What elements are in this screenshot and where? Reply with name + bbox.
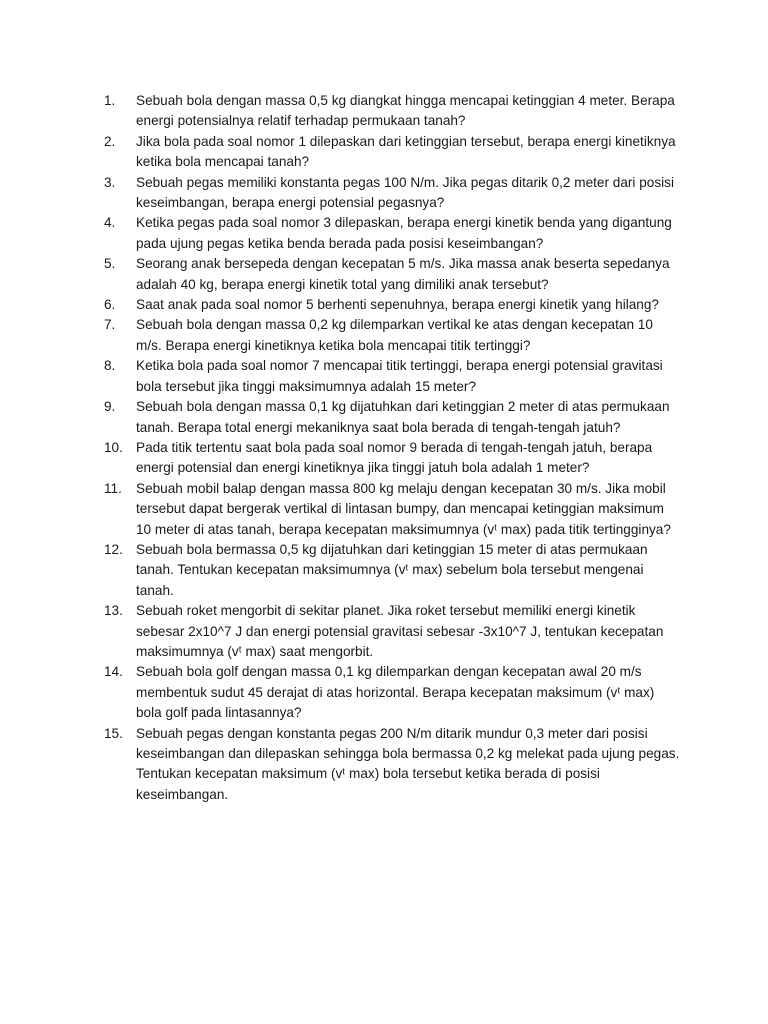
question-number: 10.: [104, 439, 123, 455]
question-text: Ketika pegas pada soal nomor 3 dilepaskan, berapa energi kinetik benda yang digantung pada ujung pegas ketika benda berada pada posisi keseimbangan?: [136, 215, 672, 251]
question-item: [104, 397, 680, 438]
question-item: [104, 540, 680, 601]
question-number: 15.: [104, 725, 123, 741]
question-number: 9.: [104, 399, 116, 415]
question-item: [104, 601, 680, 662]
question-item: [104, 91, 680, 132]
question-item: [104, 132, 680, 173]
question-item: [104, 724, 680, 806]
question-item: [104, 479, 680, 540]
question-text: Ketika bola pada soal nomor 7 mencapai titik tertinggi, berapa energi potensial gravitasi bola tersebut jika tinggi maksimumnya adalah 15 meter?: [136, 358, 663, 394]
question-number: 2.: [104, 133, 116, 149]
question-number: 8.: [104, 358, 116, 374]
question-item: [104, 254, 680, 295]
question-number: 4.: [104, 215, 116, 231]
question-text: Jika bola pada soal nomor 1 dilepaskan dari ketinggian tersebut, berapa energi kinetiknya ketika bola mencapai tanah?: [136, 133, 676, 170]
question-number: 6.: [104, 297, 116, 313]
question-number: 5.: [104, 256, 116, 272]
question-item: [104, 213, 680, 254]
question-text: Sebuah bola dengan massa 0,5 kg diangkat hingga mencapai ketinggian 4 meter. Berapa energi potensialnya relatif terhadap permukaan tanah?: [136, 93, 675, 129]
question-text: Sebuah mobil balap dengan massa 800 kg melaju dengan kecepatan 30 m/s. Jika mobil tersebut dapat bergerak vertikal di lintasan bumpy, dan mencapai ketinggian maksimum 10 meter di atas tanah, berapa kecepatan maksimumnya (vᵗ max) pada titik tertingginya?: [136, 480, 671, 537]
question-text: Sebuah roket mengorbit di sekitar planet. Jika roket tersebut memiliki energi kinetik sebesar 2x10^7 J dan energi potensial gravitasi sebesar -3x10^7 J, tentukan kecepatan maksimumnya (vᵗ max) saat mengorbit.: [136, 603, 664, 659]
question-item: [104, 173, 680, 214]
question-text: Saat anak pada soal nomor 5 berhenti sepenuhnya, berapa energi kinetik yang hilang?: [136, 297, 659, 313]
question-item: [104, 662, 680, 723]
question-number: 3.: [104, 174, 116, 190]
question-list: [104, 91, 680, 805]
question-number: 1.: [104, 93, 116, 108]
question-number: 7.: [104, 317, 116, 333]
question-text: Sebuah pegas dengan konstanta pegas 200 N/m ditarik mundur 0,3 meter dari posisi keseimbangan dan dilepaskan sehingga bola bermassa 0,2 kg melekat pada ujung pegas. Tentukan kecepatan maksimum (vᵗ max) bola tersebut ketika berada di posisi keseimbangan.: [136, 725, 680, 802]
question-text: Sebuah bola dengan massa 0,1 kg dijatuhkan dari ketinggian 2 meter di atas permukaan tanah. Berapa total energi mekaniknya saat bola berada di tengah-tengah jatuh?: [136, 399, 670, 435]
question-number: 14.: [104, 664, 123, 680]
question-text: Sebuah pegas memiliki konstanta pegas 100 N/m. Jika pegas ditarik 0,2 meter dari posisi keseimbangan, berapa energi potensial pegasnya?: [136, 174, 674, 211]
question-text: Sebuah bola golf dengan massa 0,1 kg dilemparkan dengan kecepatan awal 20 m/s membentuk sudut 45 derajat di atas horizontal. Berapa kecepatan maksimum (vᵗ max) bola golf pada lintasannya?: [136, 664, 655, 721]
question-text: Pada titik tertentu saat bola pada soal nomor 9 berada di tengah-tengah jatuh, berapa energi potensial dan energi kinetiknya jika tinggi jatuh bola adalah 1 meter?: [136, 439, 653, 476]
question-number: 12.: [104, 541, 123, 557]
question-item: [104, 295, 680, 315]
question-item: [104, 356, 680, 397]
question-item: [104, 315, 680, 356]
question-text: Sebuah bola bermassa 0,5 kg dijatuhkan dari ketinggian 15 meter di atas permukaan tanah. Tentukan kecepatan maksimumnya (vᵗ max) sebelum bola tersebut mengenai tanah.: [136, 541, 648, 598]
question-text: Seorang anak bersepeda dengan kecepatan 5 m/s. Jika massa anak beserta sepedanya adalah 40 kg, berapa energi kinetik total yang dimiliki anak tersebut?: [136, 256, 670, 292]
question-text: Sebuah bola dengan massa 0,2 kg dilemparkan vertikal ke atas dengan kecepatan 10 m/s. Berapa energi kinetiknya ketika bola mencapai titik tertinggi?: [136, 317, 653, 353]
question-item: [104, 438, 680, 479]
question-number: 11.: [104, 480, 122, 496]
question-number: 13.: [104, 603, 123, 619]
